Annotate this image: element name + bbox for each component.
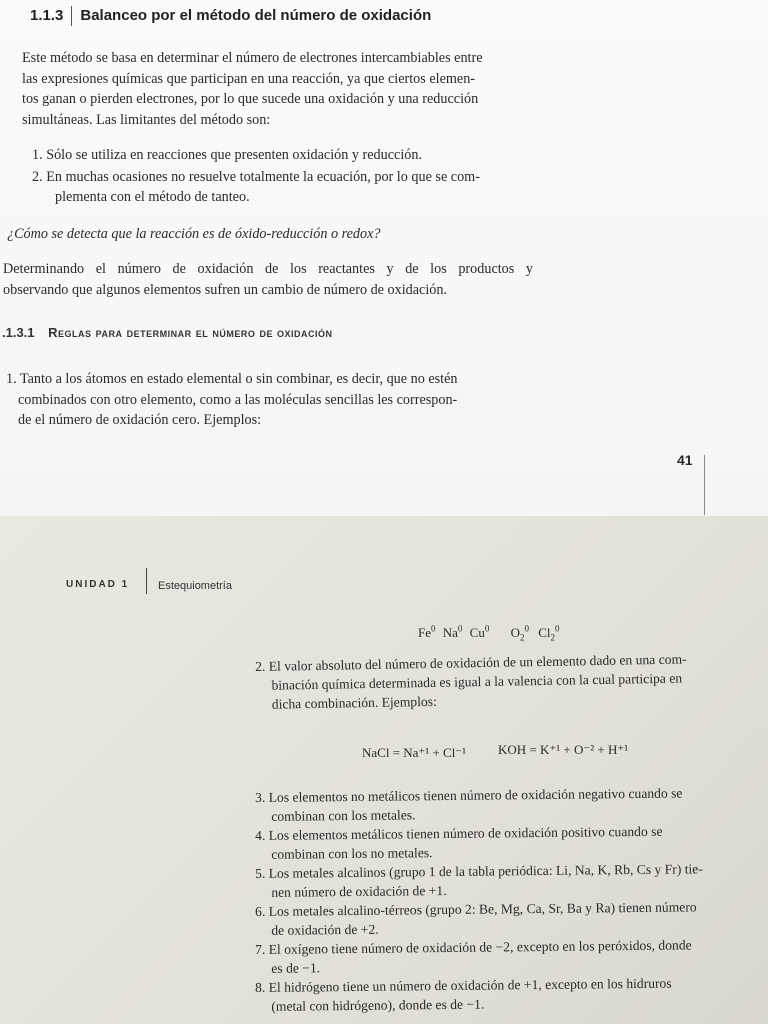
formula-koh: KOH = K⁺¹ + O⁻² + H⁺¹ <box>498 742 629 757</box>
list-text: Tanto a los átomos en estado elemental o sin combinar, es decir, que no estén <box>19 371 458 387</box>
list-text: (metal con hidrógeno), donde es de −1. <box>271 996 485 1014</box>
element-symbol: Na$^0$ <box>442 624 463 641</box>
answer-line: observando que algunos elementos sufren un cambio de número de oxidación. <box>3 281 448 298</box>
element-symbol: $O_2^0$ <box>510 624 529 643</box>
list-text: combinados con otro elemento, como a las moléculas sencillas les correspon- <box>18 391 458 408</box>
answer-line: Determinando el número de oxidación de los reactantes y de los productos y <box>3 261 533 277</box>
list-text: combinan con los metales. <box>271 807 416 824</box>
element-symbol: Cu$^0$ <box>469 624 490 641</box>
rules-list <box>255 785 750 1016</box>
intro-line: tos ganan o pierden electrones, por lo que sucede una oxidación y una reducción <box>22 91 479 107</box>
zero-oxidation-examples <box>418 624 560 643</box>
list-text: Sólo se utiliza en reacciones que presenten oxidación y reducción. <box>46 147 423 163</box>
intro-line: Este método se basa en determinar el número de electrones intercambiables entre <box>22 50 483 66</box>
limits-list <box>32 145 752 208</box>
formula-nacl: NaCl = Na⁺¹ + Cl⁻¹ <box>362 745 467 760</box>
list-item <box>255 783 750 826</box>
list-text: El valor absoluto del número de oxidación de un elemento dado en una com- <box>268 651 687 674</box>
list-text: Los metales alcalino-térreos (grupo 2: Be, Mg, Ca, Sr, Ba y Ra) tienen número <box>268 899 697 919</box>
list-text: de el número de oxidación cero. Ejemplos: <box>18 412 262 428</box>
list-text: nen número de oxidación de +1. <box>271 882 447 900</box>
unit-label: UNIDAD 1 <box>66 579 130 590</box>
list-number: 1. <box>6 371 17 387</box>
page-number: 41 <box>677 452 693 468</box>
intro-line: las expresiones químicas que participan en una reacción, ya que ciertos elemen- <box>22 70 476 87</box>
list-text: Los elementos no metálicos tienen número de oxidación negativo cuando se <box>268 785 683 805</box>
question: ¿Cómo se detecta que la reacción es de óxido-reducción o redox? <box>7 226 381 242</box>
list-number: 8. <box>255 979 266 995</box>
list-number: 2. <box>255 658 266 674</box>
list-item <box>255 859 750 902</box>
rule-1 <box>6 369 746 431</box>
subsection-heading <box>2 325 333 340</box>
rule-2 <box>255 648 751 714</box>
unit-divider <box>146 568 147 594</box>
list-text: dicha combinación. Ejemplos: <box>271 693 437 712</box>
list-number: 4. <box>255 827 266 843</box>
list-number: 1. <box>32 147 43 163</box>
subsection-number: .1.3.1 <box>2 325 35 340</box>
list-item <box>255 935 750 978</box>
list-item <box>255 821 750 864</box>
section-number: 1.1.3 <box>30 6 64 24</box>
bottom-page <box>0 516 768 1024</box>
list-number: 5. <box>255 865 266 881</box>
intro-line: simultáneas. Las limitantes del método son: <box>22 111 271 128</box>
page-edge-line <box>704 455 705 515</box>
list-text: En muchas ocasiones no resuelve totalmente la ecuación, por lo que se com- <box>46 168 480 185</box>
element-symbol: Fe$^0$ <box>418 624 436 641</box>
list-text: Los elementos metálicos tienen número de oxidación positivo cuando se <box>268 823 663 843</box>
section-title: Balanceo por el método del número de oxidación <box>80 6 432 24</box>
subsection-title: Reglas para determinar el número de oxidación <box>48 325 333 340</box>
list-number: 6. <box>255 903 266 919</box>
list-text: Los metales alcalinos (grupo 1 de la tabla periódica: Li, Na, K, Rb, Cs y Fr) tie- <box>268 861 703 881</box>
list-number: 7. <box>255 941 266 957</box>
list-number: 2. <box>32 168 43 185</box>
intro-paragraph <box>22 48 742 130</box>
list-text: de oxidación de +2. <box>271 921 379 938</box>
heading-divider <box>71 6 72 26</box>
list-item <box>255 897 750 940</box>
list-item <box>32 167 752 188</box>
list-text: combinan con los no metales. <box>271 845 433 862</box>
section-heading <box>30 6 431 26</box>
list-text: binación química determinada es igual a la valencia con la cual participa en <box>271 670 683 693</box>
list-text: El hidrógeno tiene un número de oxidación de +1, excepto en los hidruros <box>268 975 672 995</box>
list-item <box>32 145 752 166</box>
list-text: es de −1. <box>271 960 321 976</box>
list-item <box>255 973 750 1016</box>
answer-paragraph <box>3 259 763 300</box>
unit-title: Estequiometría <box>158 580 232 592</box>
list-number: 3. <box>255 789 266 805</box>
list-text: El oxígeno tiene número de oxidación de −2, excepto en los peróxidos, donde <box>268 937 692 957</box>
element-symbol: $Cl_2^0$ <box>538 624 560 643</box>
list-text: plementa con el método de tanteo. <box>55 189 250 205</box>
